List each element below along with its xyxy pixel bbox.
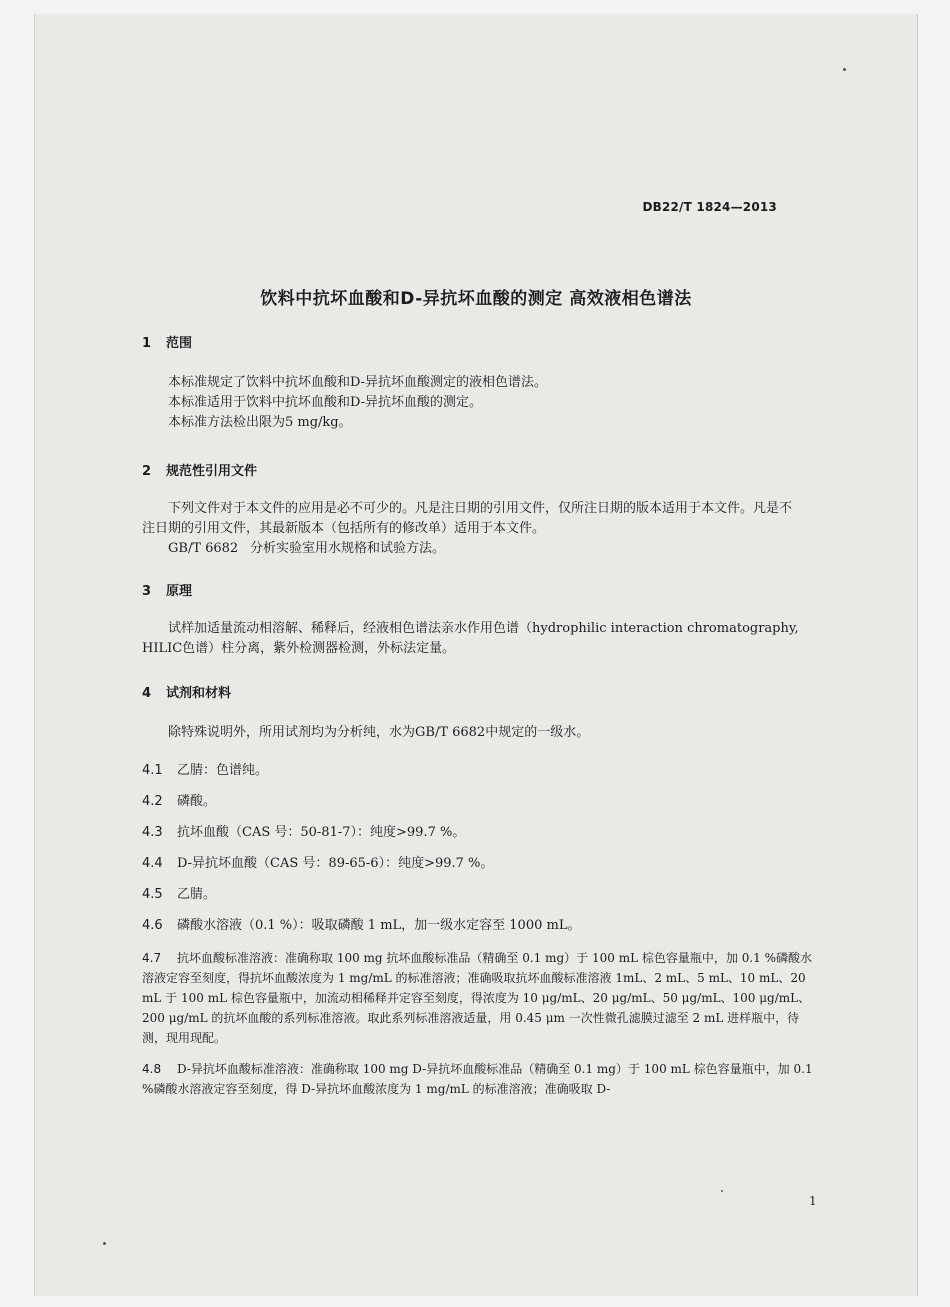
list-item (142, 854, 802, 874)
list-item (142, 823, 802, 843)
item-text: 磷酸水溶液（0.1 %）：吸取磷酸 1 mL，加一级水定容至 1000 mL。 (177, 918, 581, 933)
list-item-paragraph (142, 1059, 822, 1099)
paragraph: 试样加适量流动相溶解、稀释后，经液相色谱法亲水作用色谱（hydrophilic interaction chromatography, HILIC色谱）柱分离，紫外检测器检测，外标法定量。 (142, 621, 799, 656)
item-text: 抗坏血酸（CAS 号：50-81-7）：纯度>99.7 %。 (177, 825, 466, 840)
list-item (142, 792, 802, 812)
item-text: 磷酸。 (177, 794, 217, 809)
section-number: 4 (142, 686, 152, 701)
item-text: D-异抗坏血酸标准溶液：准确称取 100 mg D-异抗坏血酸标准品（精确至 0.1 mg）于 100 mL 棕色容量瓶中，加 0.1 %磷酸水溶液定容至刻度，得 D-异抗坏血酸浓度为 1 mg/mL 的标准溶液；准确吸取 D- (142, 1062, 813, 1096)
item-text: D-异抗坏血酸（CAS 号：89-65-6）：纯度>99.7 %。 (177, 856, 494, 871)
document-page (34, 14, 918, 1296)
section-heading-2 (142, 460, 802, 479)
section-title: 原理 (166, 584, 193, 599)
paragraph: 下列文件对于本文件的应用是必不可少的。凡是注日期的引用文件，仅所注日期的版本适用于本文件。凡是不注日期的引用文件，其最新版本（包括所有的修改单）适用于本文件。 (142, 501, 793, 536)
item-number: 4.2 (142, 794, 163, 809)
list-item-paragraph (142, 948, 822, 1048)
scan-speck (103, 1242, 106, 1245)
list-item (142, 885, 802, 905)
scan-speck (843, 68, 846, 71)
document-title: 饮料中抗坏血酸和D-异抗坏血酸的测定 高效液相色谱法 (260, 289, 692, 309)
item-number: 4.3 (142, 825, 163, 840)
item-text: 乙腈：色谱纯。 (177, 763, 269, 778)
item-number: 4.5 (142, 887, 163, 902)
list-item (142, 761, 802, 781)
section-title: 规范性引用文件 (166, 464, 258, 479)
paragraph: 本标准规定了饮料中抗坏血酸和D-异抗坏血酸测定的液相色谱法。 (168, 375, 548, 390)
section-title: 范围 (166, 336, 193, 351)
document-body (142, 332, 813, 1099)
section-heading-4 (142, 682, 802, 701)
item-number: 4.7 (142, 951, 162, 965)
section-number: 3 (142, 584, 152, 599)
item-text: 乙腈。 (177, 887, 217, 902)
page-number: 1 (809, 1194, 817, 1208)
paragraph: 本标准适用于饮料中抗坏血酸和D-异抗坏血酸的测定。 (168, 395, 483, 410)
scan-speck (721, 1190, 723, 1192)
list-item (142, 916, 802, 936)
normative-reference (142, 539, 802, 559)
paragraph: 本标准方法检出限为5 mg/kg。 (168, 415, 352, 430)
item-number: 4.1 (142, 763, 163, 778)
section-heading-1 (142, 332, 802, 351)
reference-title: 分析实验室用水规格和试验方法。 (250, 541, 446, 556)
reference-code: GB/T 6682 (168, 541, 239, 556)
section-title: 试剂和材料 (166, 686, 232, 701)
item-text: 抗坏血酸标准溶液：准确称取 100 mg 抗坏血酸标准品（精确至 0.1 mg）于 100 mL 棕色容量瓶中，加 0.1 %磷酸水溶液定容至刻度，得抗坏血酸浓度为 1 mg/mL 的标准溶液；准确吸取抗坏血酸标准溶液 1mL、2 mL、5 mL、10 mL、20 mL 于 100 mL 棕色容量瓶中，加流动相稀释并定容至刻度，得浓度为 10 μg/mL、20 μg/mL、50 μg/mL、100 μg/mL、200 μg/mL 的抗坏血酸的系列标准溶液。取此系列标准溶液适量，用 0.45 μm 一次性微孔滤膜过滤至 2 mL 进样瓶中，待测，现用现配。 (142, 951, 812, 1045)
section-number: 2 (142, 464, 152, 479)
section-number: 1 (142, 336, 152, 351)
item-number: 4.8 (142, 1062, 162, 1076)
section-heading-3 (142, 580, 802, 599)
item-number: 4.6 (142, 918, 163, 933)
paragraph: 除特殊说明外，所用试剂均为分析纯，水为GB/T 6682中规定的一级水。 (168, 725, 590, 740)
standard-number: DB22/T 1824—2013 (642, 200, 777, 214)
item-number: 4.4 (142, 856, 163, 871)
